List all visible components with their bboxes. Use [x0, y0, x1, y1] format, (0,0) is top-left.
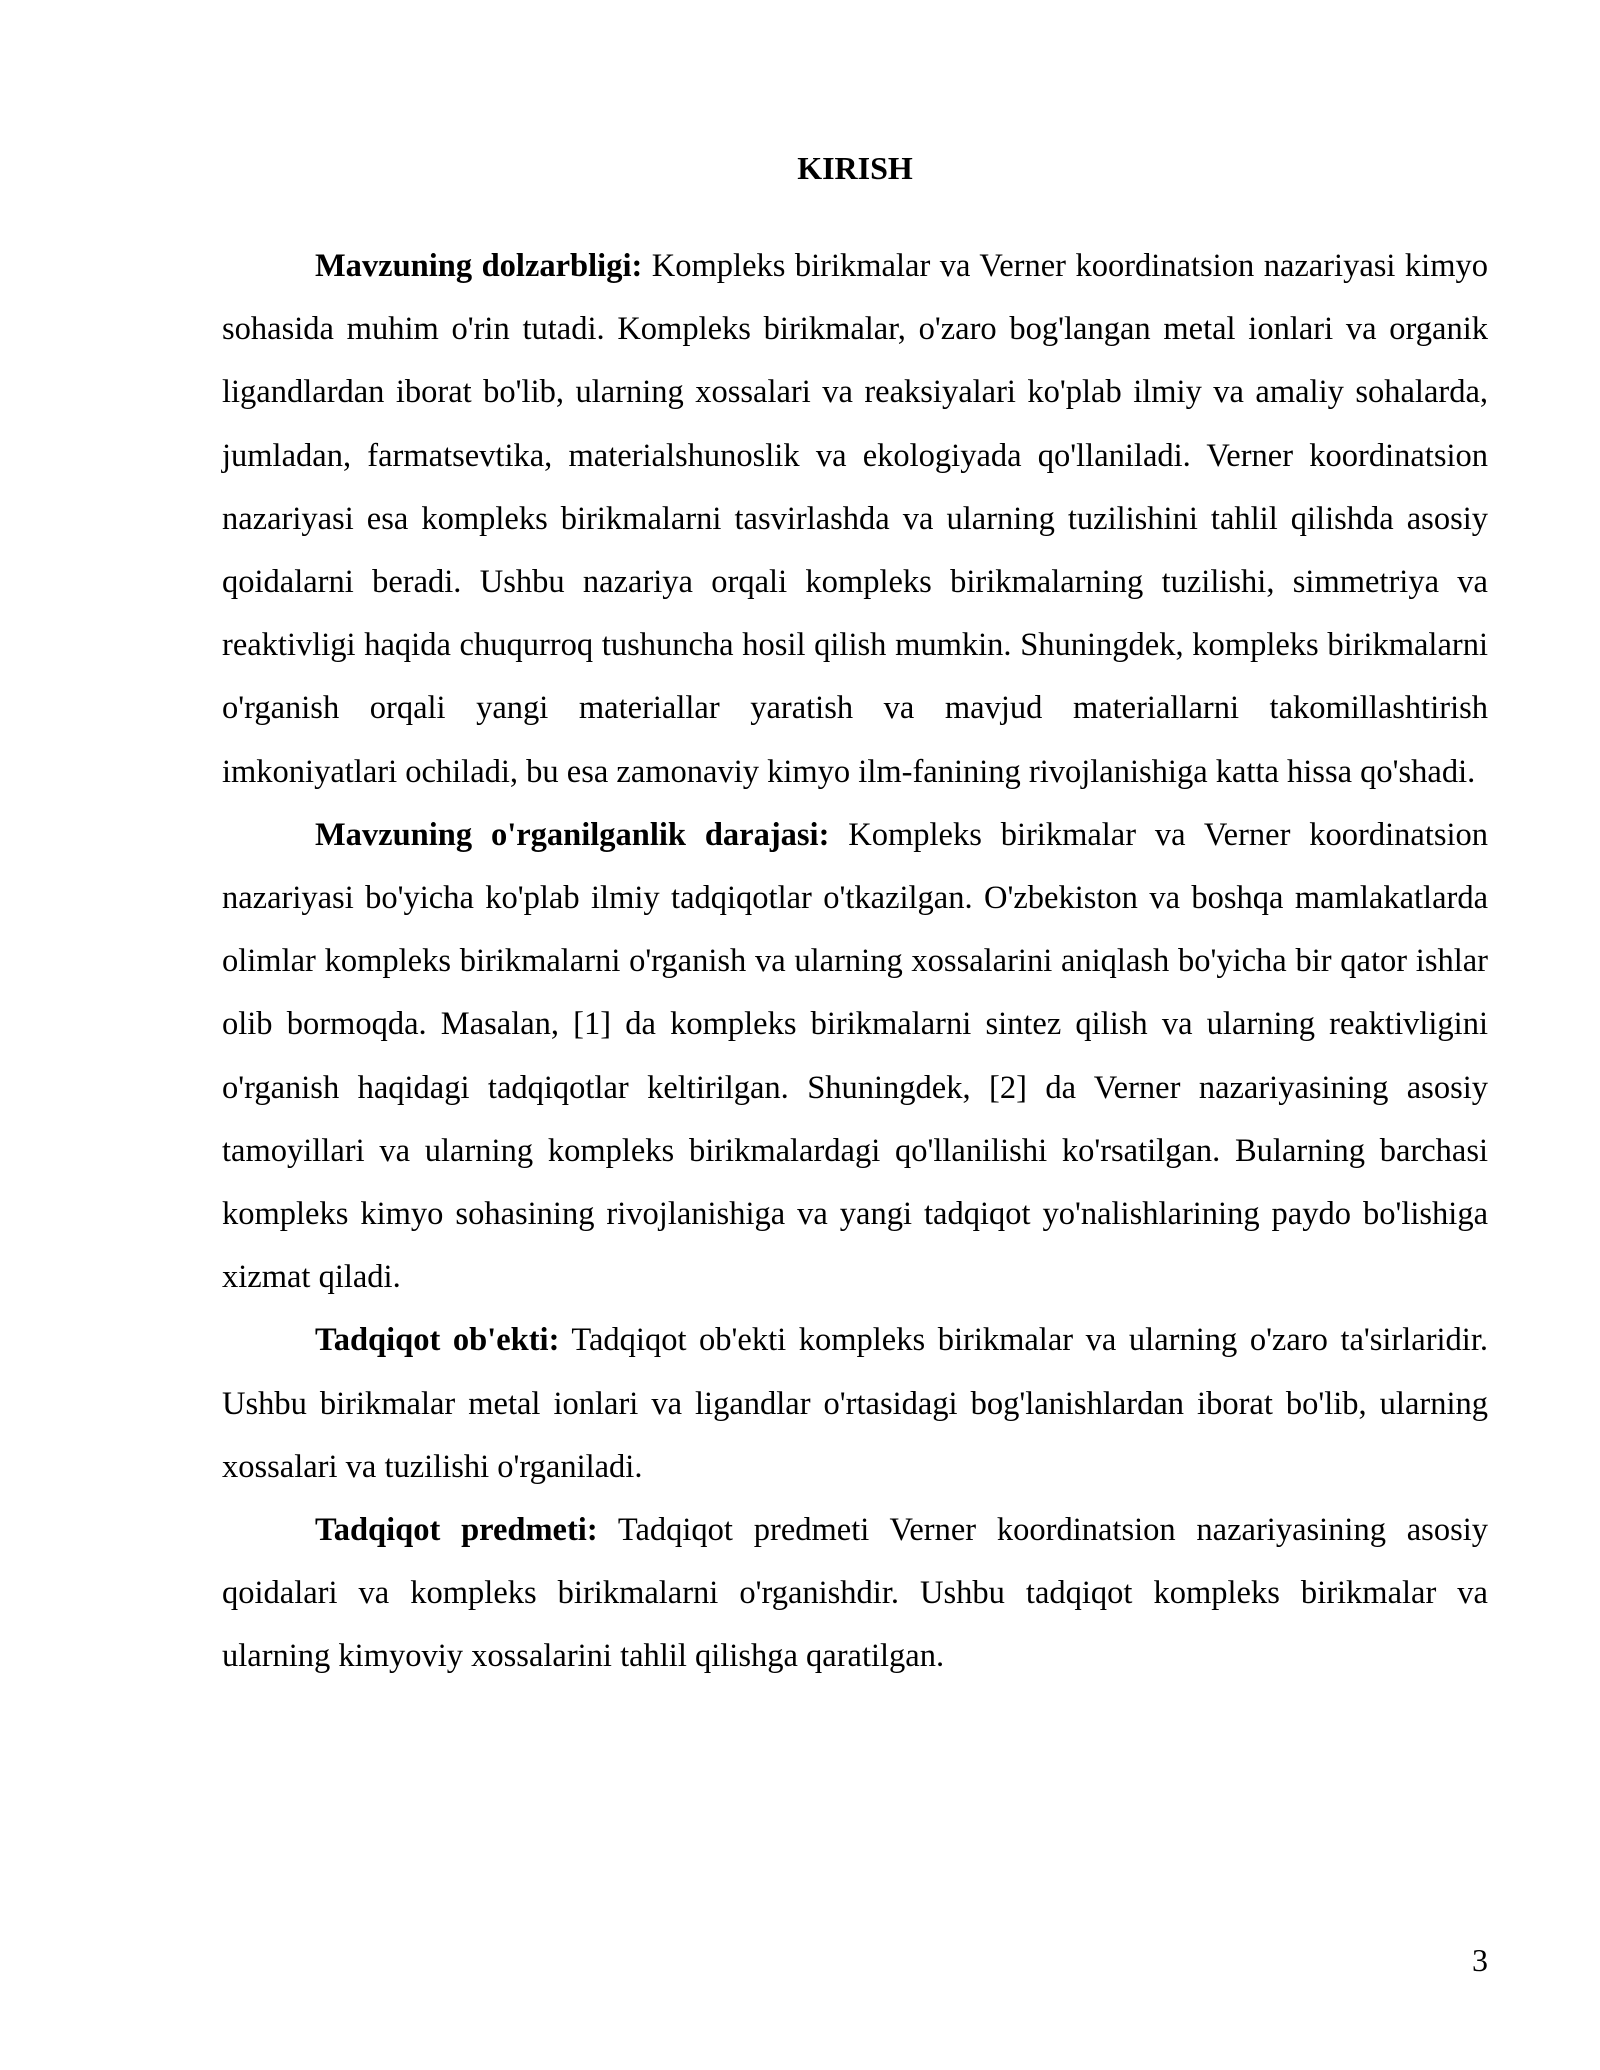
- page-title: KIRISH: [797, 150, 913, 186]
- paragraph-research-subject: [222, 1499, 1488, 1689]
- paragraph-lead: Mavzuning dolzarbligi:: [315, 248, 643, 284]
- paragraph-lead: Tadqiqot ob'ekti:: [315, 1322, 560, 1359]
- paragraph-research-object: [222, 1309, 1488, 1499]
- page-number: 3: [1472, 1942, 1488, 1978]
- paragraph-lead: Tadqiqot predmeti:: [315, 1512, 598, 1549]
- paragraph-degree-of-study: [222, 804, 1488, 1310]
- paragraph-relevance: [222, 235, 1488, 804]
- paragraph-text: Tadqiqot predmeti Verner koordinatsion nazariyasining asosiy qoidalari va kompleks birikmalarni o'rganishdir. Ushbu tadqiqot kompleks birikmalar va ularning kimyoviy xossalarini tahlil qilishga qaratilgan.: [222, 1512, 1488, 1675]
- paragraph-text: Kompleks birikmalar va Verner koordinatsion nazariyasi kimyo sohasida muhim o'rin tutadi. Kompleks birikmalar, o'zaro bog'langan metal ionlari va organik ligandlardan iborat bo'lib, ularning xossalari va reaksiyalari ko'plab ilmiy va amaliy sohalarda, jumladan, farmatsevtika, materialshunoslik va ekologiyada qo'llaniladi. Verner koordinatsion nazariyasi esa kompleks birikmalarni tasvirlashda va ularning tuzilishini tahlil qilishda asosiy qoidalarni beradi. Ushbu nazariya orqali kompleks birikmalarning tuzilishi, simmetriya va reaktivligi haqida chuqurroq tushuncha hosil qilish mumkin. Shuningdek, kompleks birikmalarni o'rganish orqali yangi materiallar yaratish va mavjud materiallarni takomillashtirish imkoniyatlari ochiladi, bu esa zamonaviy kimyo ilm-fanining rivojlanishiga katta hissa qo'shadi.: [222, 248, 1488, 790]
- body-text: [222, 235, 1488, 1689]
- paragraph-lead: Mavzuning o'rganilganlik darajasi:: [315, 816, 830, 853]
- paragraph-text: Tadqiqot ob'ekti kompleks birikmalar va ularning o'zaro ta'sirlaridir. Ushbu birikmalar metal ionlari va ligandlar o'rtasidagi bog'lanishlardan iborat bo'lib, ularning xossalari va tuzilishi o'rganiladi.: [222, 1322, 1488, 1485]
- paragraph-text: Kompleks birikmalar va Verner koordinatsion nazariyasi bo'yicha ko'plab ilmiy tadqiqotlar o'tkazilgan. O'zbekiston va boshqa mamlakatlarda olimlar kompleks birikmalarni o'rganish va ularning xossalarini aniqlash bo'yicha bir qator ishlar olib bormoqda. Masalan, [1] da kompleks birikmalarni sintez qilish va ularning reaktivligini o'rganish haqidagi tadqiqotlar keltirilgan. Shuningdek, [2] da Verner nazariyasining asosiy tamoyillari va ularning kompleks birikmalardagi qo'llanilishi ko'rsatilgan. Bularning barchasi kompleks kimyo sohasining rivojlanishiga va yangi tadqiqot yo'nalishlarining paydo bo'lishiga xizmat qiladi.: [222, 816, 1489, 1296]
